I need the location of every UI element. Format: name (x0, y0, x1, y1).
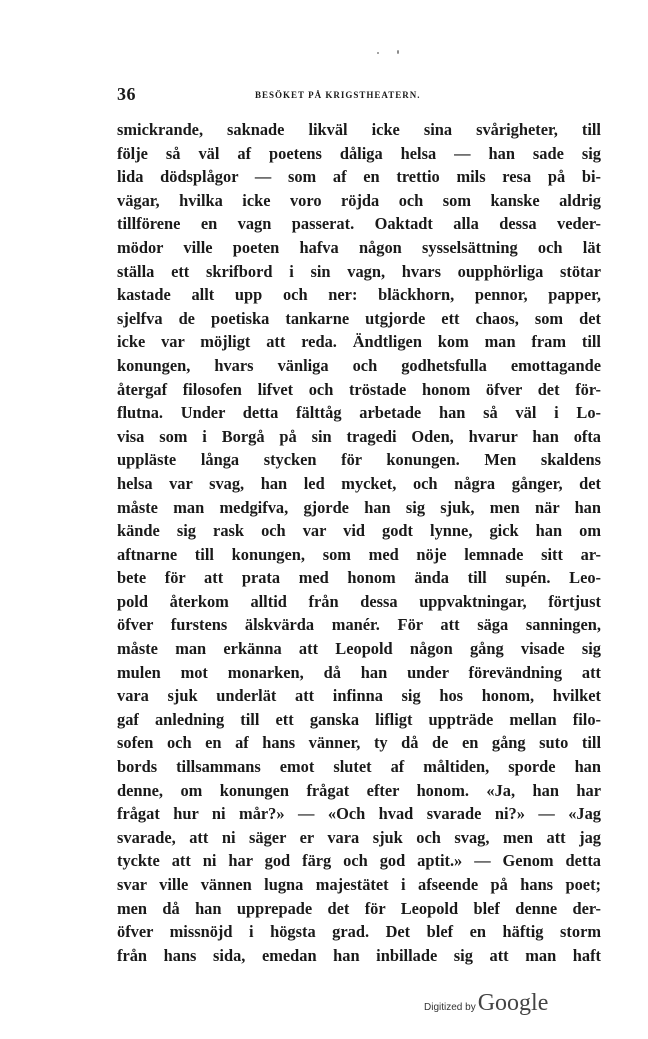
text-line: sjelfva de poetiska tankarne utgjorde ett chaos, som det (117, 308, 601, 328)
text-line: flutna. Under detta fälttåg arbetade han så väl i Lo- (117, 403, 601, 423)
text-line: mödor ville poeten hafva någon sysselsättning och lät (117, 237, 601, 257)
text-line: måste man erkänna att Leopold någon gång visade sig (117, 639, 601, 659)
running-title: BESÖKET PÅ KRIGSTHEATERN. (255, 90, 421, 100)
text-line: kastade allt upp och ner: bläckhorn, pennor, papper, (117, 285, 601, 305)
text-line: måste man medgifva, gjorde han sig sjuk, men när han (117, 497, 601, 517)
text-line: svar ville vännen lugna majestätet i afseende på hans poet; (117, 875, 601, 894)
text-line: sofen och en af hans vänner, ty då de en gång suto till (117, 733, 601, 753)
text-line: helsa var svag, han led mycket, och några gånger, det (117, 473, 601, 493)
text-line: bords tillsammans emot slutet af måltiden, sporde han (117, 757, 601, 777)
text-line: smickrande, saknade likväl icke sina svårigheter, till (117, 120, 601, 139)
page-header (117, 84, 601, 108)
digitized-watermark (424, 990, 548, 1020)
text-line: från hans sida, emedan han inbillade sig att man haft (117, 945, 601, 965)
page-number: 36 (117, 84, 136, 104)
text-line: öfver furstens älskvärda manér. För att säga sanningen, (117, 615, 601, 635)
text-line: icke var möjligt att reda. Ändtligen kom man fram till (117, 332, 601, 352)
text-line: vara sjuk underlät att infinna sig hos honom, hvilket (117, 686, 601, 706)
text-line: svarade, att ni säger er vara sjuk och svag, men att jag (117, 827, 601, 847)
text-line: lida dödsplågor — som af en trettio mils resa på bi- (117, 167, 601, 187)
ink-speck (397, 50, 399, 54)
ink-speck (377, 52, 379, 54)
text-line: konungen, hvars vänliga och godhetsfulla emottagande (117, 355, 601, 375)
digitized-by-label: Digitized by (424, 1002, 476, 1013)
text-line: kände sig rask och var vid godt lynne, gick han om (117, 521, 601, 541)
body-text (117, 118, 601, 967)
text-line: frågat hur ni mår?» — «Och hvad svarade ni?» — «Jag (117, 804, 601, 824)
text-line: tyckte att ni har god färg och god aptit.» — Genom detta (117, 851, 601, 871)
text-line: ställa ett skrifbord i sin vagn, hvars oupphörliga stötar (117, 261, 601, 281)
text-line: vägar, hvilka icke voro röjda och som kanske aldrig (117, 190, 601, 210)
text-line: öfver missnöjd i högsta grad. Det blef en häftig storm (117, 922, 601, 942)
text-line: återgaf filosofen lifvet och tröstade honom öfver det för- (117, 379, 601, 399)
text-line: följe så väl af poetens dåliga helsa — han sade sig (117, 143, 601, 163)
google-logo: Google (477, 990, 549, 1016)
text-line: visa som i Borgå på sin tragedi Oden, hvarur han ofta (117, 426, 601, 446)
text-line: bete för att prata med honom ända till supén. Leo- (117, 568, 601, 588)
text-line: gaf anledning till ett ganska lifligt uppträde mellan filo- (117, 709, 601, 729)
text-line: uppläste långa stycken för konungen. Men skaldens (117, 450, 601, 470)
text-line: pold återkom alltid från dessa uppvaktningar, förtjust (117, 591, 601, 611)
text-line: denne, om konungen frågat efter honom. «Ja, han har (117, 780, 601, 800)
text-line: tillförene en vagn passerat. Oaktadt alla dessa veder- (117, 214, 601, 234)
text-line: mulen mot monarken, då han under förevändning att (117, 662, 601, 682)
text-line: aftnarne till konungen, som med nöje lemnade sitt ar- (117, 544, 601, 564)
text-line: men då han upprepade det för Leopold blef denne der- (117, 898, 601, 918)
